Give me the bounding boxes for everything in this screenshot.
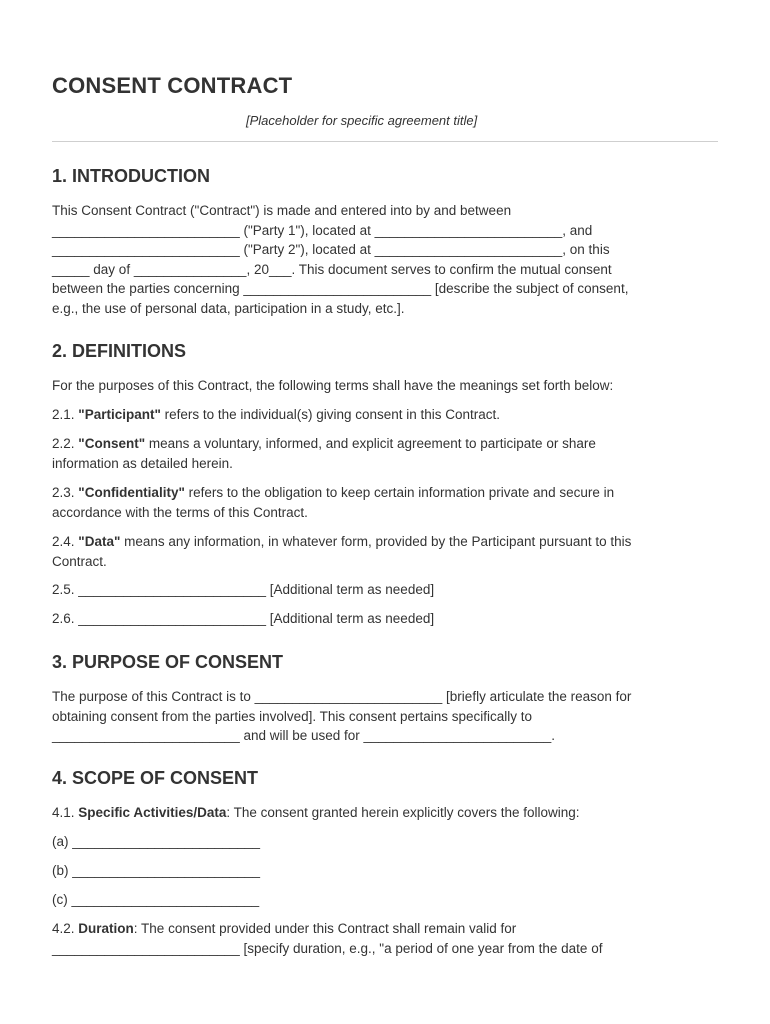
definition-item xyxy=(52,405,500,425)
section-heading-introduction: 1. INTRODUCTION xyxy=(52,166,211,186)
introduction-line: e.g., the use of personal data, participation in a study, etc.]. xyxy=(52,300,405,316)
definition-item xyxy=(52,609,434,629)
scope-list-item: (b) _________________________ xyxy=(52,863,260,878)
scope-list-item: (c) _________________________ xyxy=(52,892,260,907)
introduction-line: _________________________ ("Party 2"), located at _________________________, on this xyxy=(52,242,610,257)
definition-text: refers to the obligation to keep certain information private and secure in xyxy=(184,485,615,500)
section-heading-purpose: 3. PURPOSE OF CONSENT xyxy=(52,652,284,672)
definition-number: 2.3. xyxy=(52,485,75,500)
definition-term: "Consent" xyxy=(78,436,146,451)
introduction-line: _____ day of _______________, 20___. This document serves to confirm the mutual consent xyxy=(52,261,612,277)
definition-item xyxy=(52,580,434,600)
definition-number: 2.6. xyxy=(52,611,75,626)
introduction-line: This Consent Contract ("Contract") is made and entered into by and between xyxy=(52,203,512,218)
definition-term: "Data" xyxy=(78,534,121,549)
scope-text: _________________________ [specify duration, e.g., "a period of one year from the date of xyxy=(52,940,603,956)
document-subtitle: [Placeholder for specific agreement title] xyxy=(246,113,478,128)
scope-term: Specific Activities/Data xyxy=(78,805,227,820)
definition-text: accordance with the terms of this Contract. xyxy=(52,504,308,520)
definition-text: means a voluntary, informed, and explicit agreement to participate or share xyxy=(145,436,596,451)
definition-text: Contract. xyxy=(52,553,107,569)
definition-number: 2.1. xyxy=(52,407,75,422)
section-heading-scope: 4. SCOPE OF CONSENT xyxy=(52,768,259,788)
definition-term: "Confidentiality" xyxy=(78,485,185,500)
introduction-line: _________________________ ("Party 1"), located at _________________________, and xyxy=(52,222,593,238)
definition-number: 2.4. xyxy=(52,534,75,549)
definition-text: means any information, in whatever form, provided by the Participant pursuant to this xyxy=(120,534,632,549)
introduction-line: between the parties concerning _________________________ [describe the subject of consent, xyxy=(52,281,629,296)
scope-text: : The consent provided under this Contract shall remain valid for xyxy=(133,921,517,936)
definition-term: "Participant" xyxy=(78,407,161,422)
section-heading-definitions: 2. DEFINITIONS xyxy=(52,341,187,361)
scope-number: 4.2. xyxy=(52,921,75,936)
purpose-line: The purpose of this Contract is to _________________________ [briefly articulate the reason for xyxy=(52,689,632,704)
definition-text: _________________________ [Additional term as needed] xyxy=(74,611,435,626)
definition-number: 2.5. xyxy=(52,582,75,597)
definition-item xyxy=(52,532,631,571)
purpose-paragraph xyxy=(52,687,631,746)
definition-number: 2.2. xyxy=(52,436,75,451)
title-divider xyxy=(52,141,718,142)
scope-item-specific-activities xyxy=(52,803,580,823)
scope-list-item: (a) _________________________ xyxy=(52,834,260,849)
definition-item xyxy=(52,434,596,473)
scope-term: Duration xyxy=(78,921,134,936)
scope-item-duration xyxy=(52,919,602,958)
purpose-line: obtaining consent from the parties involved]. This consent pertains specifically to xyxy=(52,708,533,724)
definition-text: _________________________ [Additional term as needed] xyxy=(74,582,435,597)
scope-number: 4.1. xyxy=(52,805,75,820)
document-title: CONSENT CONTRACT xyxy=(52,73,293,98)
scope-text: : The consent granted herein explicitly covers the following: xyxy=(226,805,580,820)
definition-text: information as detailed herein. xyxy=(52,455,233,471)
definitions-intro: For the purposes of this Contract, the following terms shall have the meanings set forth below: xyxy=(52,378,614,393)
definition-text: refers to the individual(s) giving consent in this Contract. xyxy=(160,407,501,422)
purpose-line: _________________________ and will be used for _________________________. xyxy=(52,728,555,743)
introduction-paragraph xyxy=(52,201,628,318)
definition-item xyxy=(52,483,614,522)
